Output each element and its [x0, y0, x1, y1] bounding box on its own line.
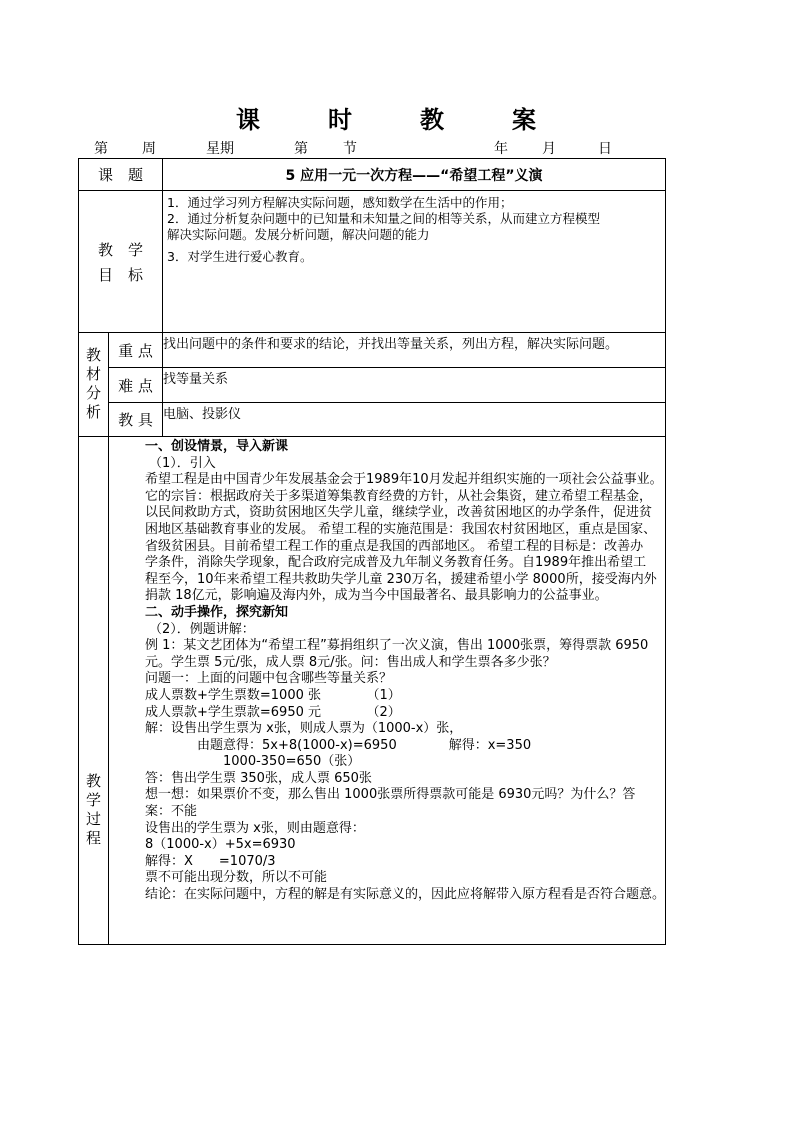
difficult-point-value: 找等量关系 [163, 368, 666, 403]
date-line [0, 138, 794, 158]
process-line: 解得：X =1070/3 [145, 853, 276, 869]
section-heading: 一、创设情景，导入新课 [145, 439, 289, 454]
goal-line: 3．对学生进行爱心教育。 [167, 249, 313, 264]
process-label-text: 教学过程 [84, 772, 102, 849]
key-point-label: 重 点 [109, 333, 163, 368]
process-line: 设售出的学生票为 x张，则由题意得： [145, 820, 365, 836]
month-label: 月 [542, 141, 556, 157]
process-line: 1000-350=650（张） [145, 754, 361, 770]
process-line: 票不可能出现分数，所以不可能 [145, 870, 328, 886]
process-line: 程至今，10年来希望工程共救助失学儿童 230万名，援建希望小学 8000所，接受海内外 [145, 571, 657, 587]
period-prefix: 第 [294, 141, 308, 157]
process-line: 它的宗旨：根据政府关于多渠道筹集教育经费的方针，从社会集资，建立希望工程基金， [145, 488, 653, 504]
process-line: 问题一：上面的问题中包含哪些等量关系？ [145, 671, 393, 687]
section-heading: 二、动手操作，探究新知 [145, 604, 289, 620]
year-label: 年 [494, 141, 508, 157]
difficult-point-row [79, 368, 666, 403]
process-line: 困地区基础教育事业的发展。 希望工程的实施范围是：我国农村贫困地区，重点是国家、 [145, 521, 657, 537]
process-line: 省级贫困县。目前希望工程工作的重点是我国的西部地区。 希望工程的目标是：改善办 [145, 538, 644, 554]
process-line: 结论：在实际问题中，方程的解是有实际意义的，因此应将解带入原方程看是否符合题意。 [145, 887, 666, 903]
process-line: 成人票款+学生票款=6950 元 （2） [145, 704, 401, 720]
key-point-value: 找出问题中的条件和要求的结论，并找出等量关系，列出方程，解决实际问题。 [163, 333, 666, 368]
topic-value: 5 应用一元一次方程——“希望工程”义演 [163, 159, 666, 191]
tools-row [79, 403, 666, 437]
key-point-row [79, 333, 666, 368]
process-content [109, 437, 666, 945]
goal-line: 1．通过学习列方程解决实际问题，感知数学在生活中的作用； [167, 195, 513, 210]
page-title: 课 时 教 案 [236, 106, 558, 134]
process-line: 由题意得：5x+8(1000-x)=6950 解得：x=350 [145, 737, 532, 753]
process-line: 元。学生票 5元/张，成人票 8元/张。问：售出成人和学生票各多少张？ [145, 654, 556, 670]
process-line: （2）．例题讲解： [149, 621, 255, 637]
goals-label-line2: 目 标 [98, 265, 144, 284]
weekday-label: 星期 [206, 141, 234, 157]
goal-line: 2．通过分析复杂问题中的已知量和未知量之间的相等关系，从而建立方程模型 [167, 211, 600, 226]
process-line: 解：设售出学生票为 x张，则成人票为（1000-x）张， [145, 721, 463, 737]
tools-label: 教 具 [109, 403, 163, 437]
tools-value: 电脑、投影仪 [163, 403, 666, 437]
process-line: （1）．引入 [149, 455, 216, 471]
process-label [79, 437, 109, 945]
process-line: 以民间救助方式，资助贫困地区失学儿童，继续学业，改善贫困地区的办学条件，促进贫 [145, 505, 653, 521]
difficult-point-label: 难 点 [109, 368, 163, 403]
goal-line: 解决实际问题。发展分析问题，解决问题的能力 [167, 227, 430, 242]
process-line: 8（1000-x）+5x=6930 [145, 837, 296, 853]
process-row [79, 437, 666, 945]
lesson-plan-table [78, 158, 666, 945]
process-line: 案：不能 [145, 804, 198, 820]
process-line: 成人票数+学生票数=1000 张 （1） [145, 687, 401, 703]
goals-content [163, 191, 666, 333]
process-line: 捐款 18亿元，影响遍及海内外，成为当今中国最著名、最具影响力的公益事业。 [145, 588, 608, 604]
analysis-label [79, 333, 109, 437]
goals-label [79, 191, 163, 333]
process-line: 想一想：如果票价不变，那么售出 1000张票所得票款可能是 6930元吗？为什么？答 [145, 787, 636, 803]
process-line: 希望工程是由中国青少年发展基金会于1989年10月发起并组织实施的一项社会公益事业。 [145, 472, 663, 488]
topic-row [79, 159, 666, 191]
topic-label: 课 题 [79, 159, 163, 191]
process-line: 学条件，消除失学现象，配合政府完成普及九年制义务教育任务。自1989年推出希望工 [145, 555, 647, 571]
analysis-label-text: 教材分析 [84, 346, 102, 423]
day-label: 日 [598, 141, 612, 157]
period-suffix: 节 [343, 141, 357, 157]
process-line: 例 1：某文艺团体为“希望工程”募捐组织了一次义演，售出 1000张票，筹得票款 6950 [145, 638, 649, 654]
goals-row [79, 191, 666, 333]
week-prefix: 第 [94, 141, 108, 157]
goals-label-line1: 教 学 [98, 240, 144, 259]
process-line: 答：售出学生票 350张，成人票 650张 [145, 770, 372, 786]
week-suffix: 周 [142, 141, 156, 157]
